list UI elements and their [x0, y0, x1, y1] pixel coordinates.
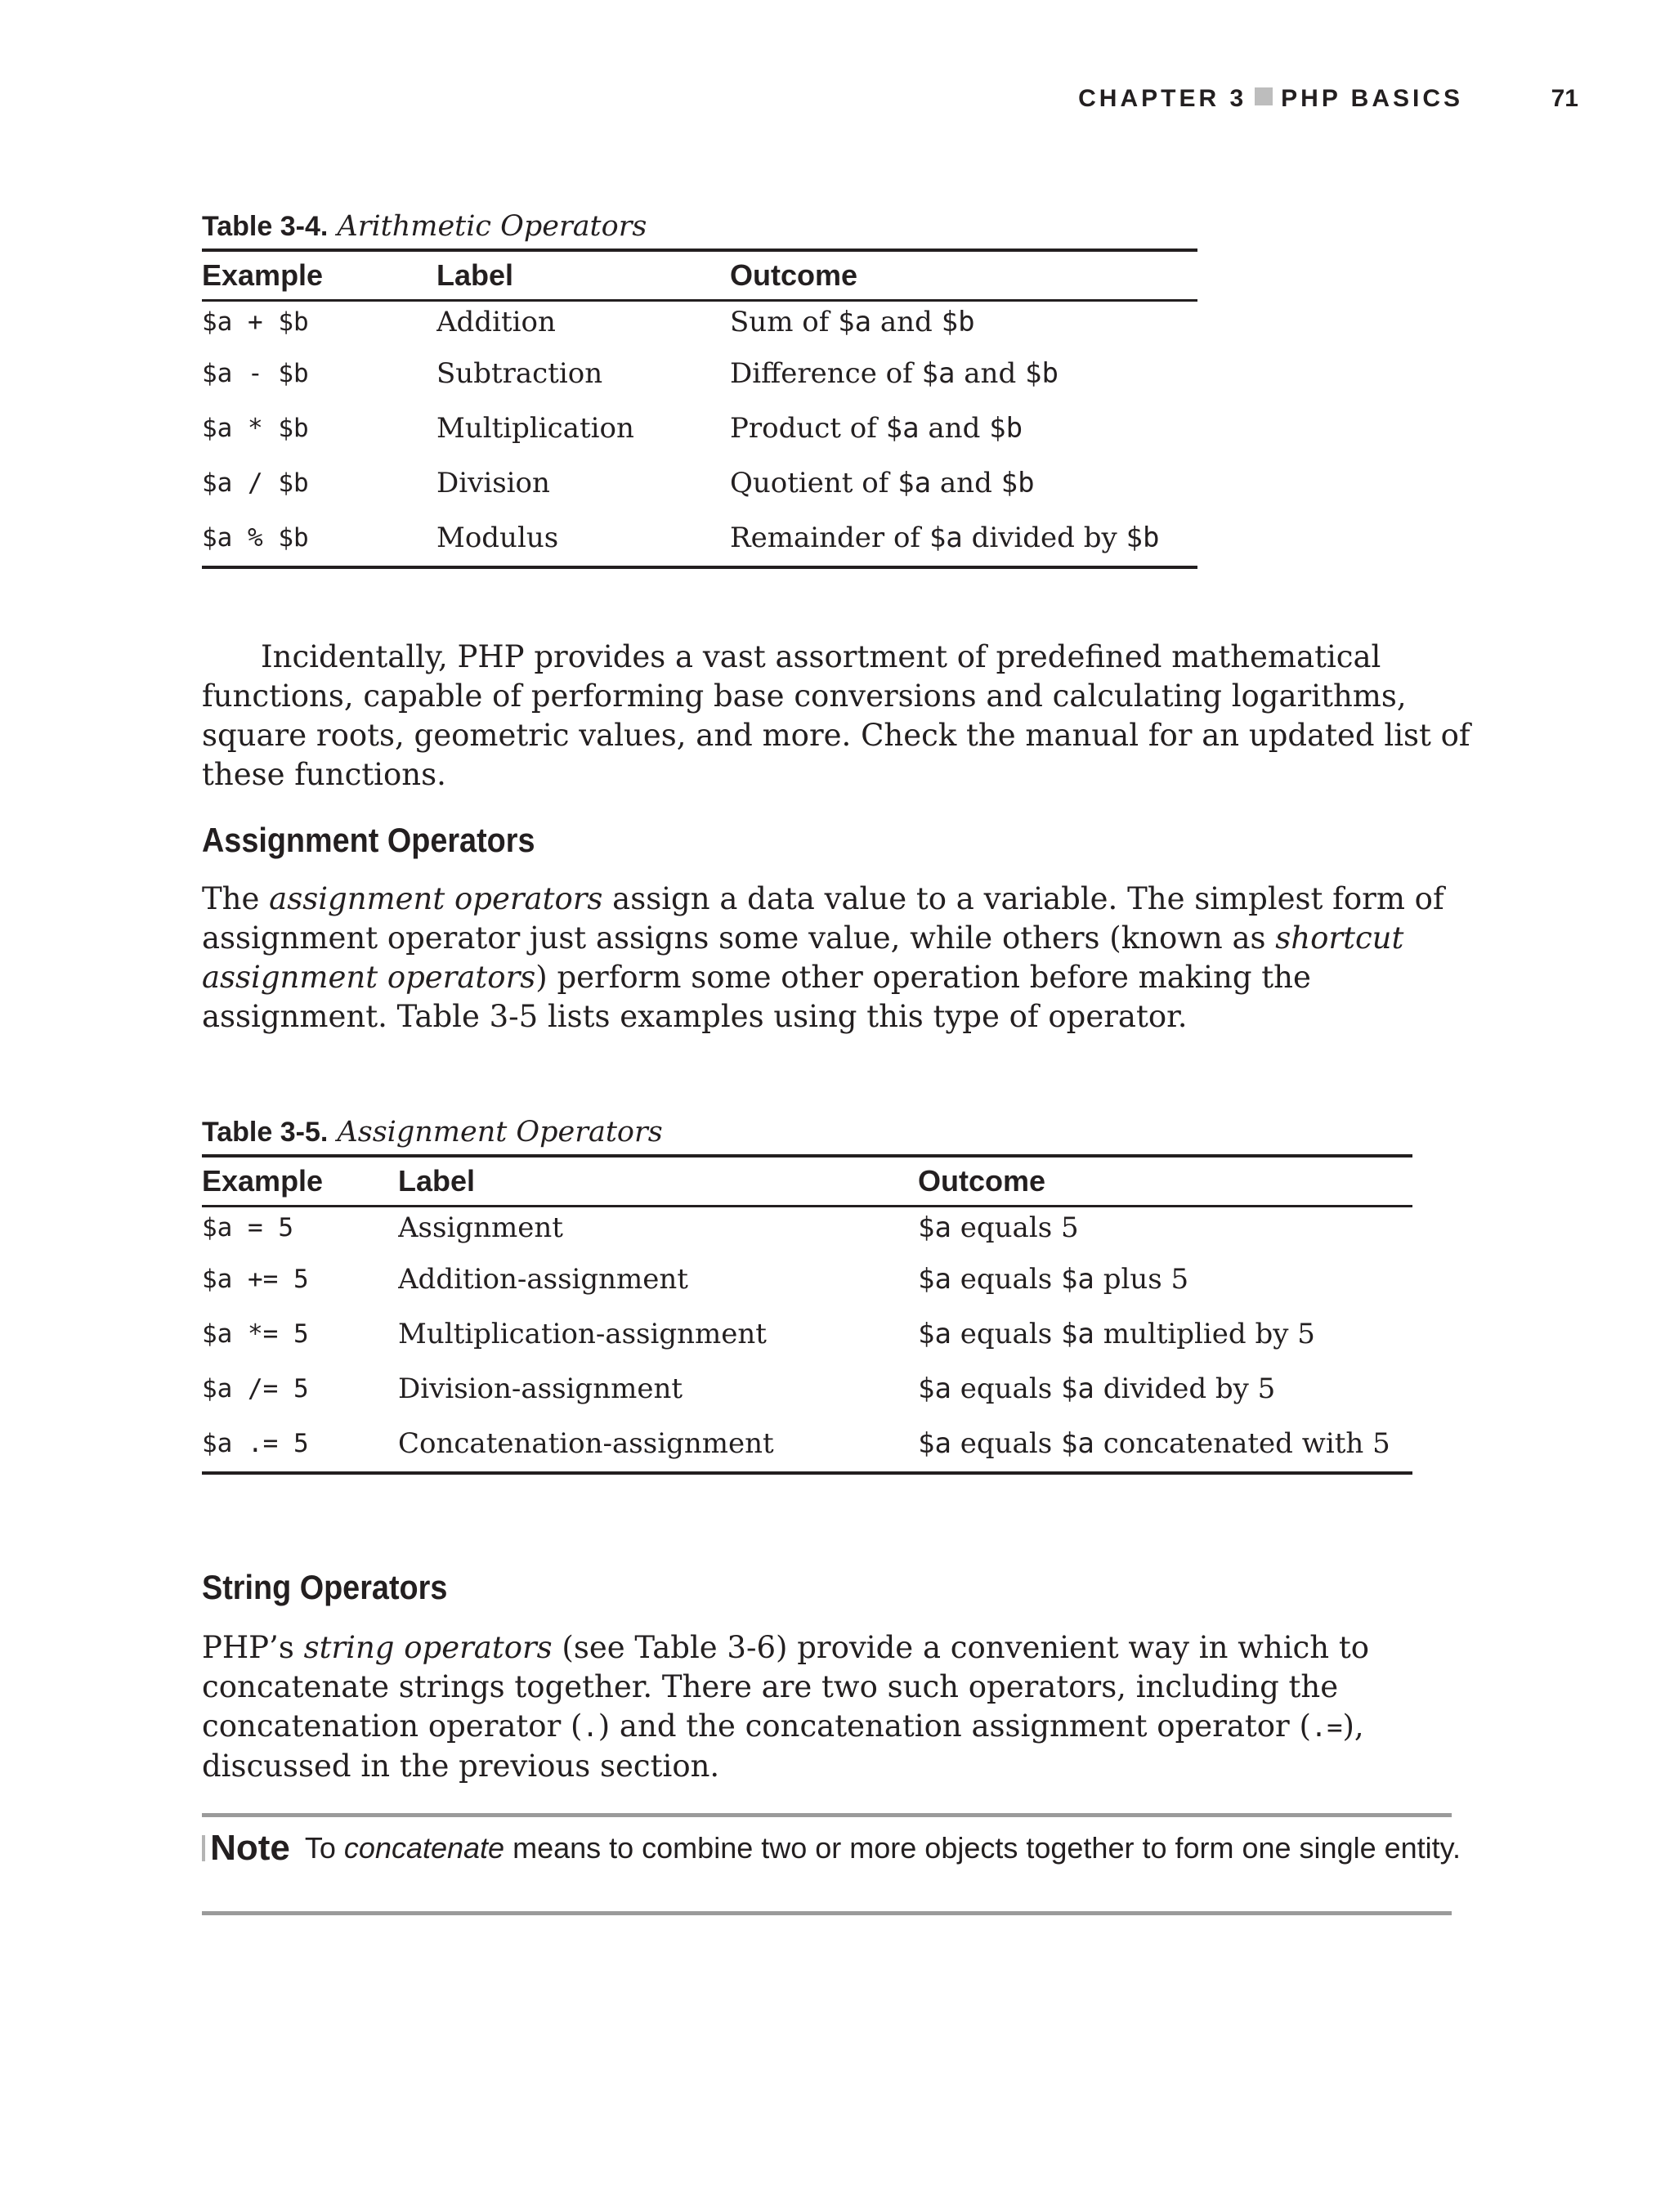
- page-number: 71: [1551, 85, 1578, 112]
- section-heading: String Operators: [202, 1568, 448, 1606]
- square-bullet-icon: [1255, 87, 1273, 105]
- table-row: $a += 5 Addition-assignment $a equals $a plus 5: [202, 1263, 1189, 1296]
- table-row: $a *= 5 Multiplication-assignment $a equals $a multiplied by 5: [202, 1318, 1315, 1350]
- note-box: [202, 1828, 1461, 1869]
- body-paragraph: PHP’s string operators (see Table 3-6) provide a convenient way in which to concatenate strings together. There are two such operators, including the concatenation operator (.) and the concatenation assignment operator (.=), discussed in the previous section.: [202, 1630, 1370, 1784]
- column-header: Example: [202, 1164, 324, 1198]
- column-header: Example: [202, 258, 324, 292]
- body-paragraph: Incidentally, PHP provides a vast assortment of predefined mathematical functions, capable of performing base conversions and calculating logarithms, square roots, geometric values, and more. Check the manual for an updated list of these functions.: [202, 639, 1470, 792]
- chapter-title: CHAPTER 3 PHP BASICS: [1078, 85, 1463, 112]
- table-row: $a - $b Subtraction Difference of $a and $b: [202, 357, 1059, 390]
- table-row: $a / $b Division Quotient of $a and $b: [202, 467, 1035, 499]
- note-top-rule: [202, 1813, 1452, 1817]
- table-header-row: [202, 252, 1197, 302]
- section-heading: Assignment Operators: [202, 821, 535, 859]
- table-row: $a = 5 Assignment $a equals 5: [202, 1211, 1079, 1244]
- table-caption: Table 3-4. Arithmetic Operators: [202, 210, 647, 243]
- table-header-row: [202, 1157, 1412, 1207]
- column-header: Label: [436, 258, 514, 292]
- note-label: Note: [210, 1828, 290, 1868]
- table-bottom-rule: [202, 1471, 1412, 1475]
- running-header: [0, 80, 1674, 121]
- note-bottom-rule: [202, 1911, 1452, 1915]
- column-header: Outcome: [918, 1164, 1046, 1198]
- table-row: $a * $b Multiplication Product of $a and $b: [202, 412, 1023, 445]
- body-paragraph: The assignment operators assign a data value to a variable. The simplest form of assignment operator just assigns some value, while others (known as shortcut assignment operators) perform some other operation before making the assignment. Table 3-5 lists examples using this type of operator.: [202, 881, 1444, 1034]
- table-row: $a /= 5 Division-assignment $a equals $a divided by 5: [202, 1372, 1276, 1405]
- table-row: $a .= 5 Concatenation-assignment $a equals $a concatenated with 5: [202, 1427, 1390, 1460]
- note-square-icon: [202, 1835, 205, 1861]
- table-caption: Table 3-5. Assignment Operators: [202, 1116, 663, 1149]
- note-text: To concatenate means to combine two or more objects together to form one single entity.: [304, 1831, 1461, 1865]
- column-header: Label: [398, 1164, 476, 1198]
- assignment-operators-table: [202, 1110, 1412, 1475]
- arithmetic-operators-table: [202, 204, 1197, 569]
- table-bottom-rule: [202, 566, 1197, 569]
- table-row: $a + $b Addition Sum of $a and $b: [202, 306, 975, 338]
- table-row: $a % $b Modulus Remainder of $a divided by $b: [202, 522, 1160, 554]
- column-header: Outcome: [730, 258, 858, 292]
